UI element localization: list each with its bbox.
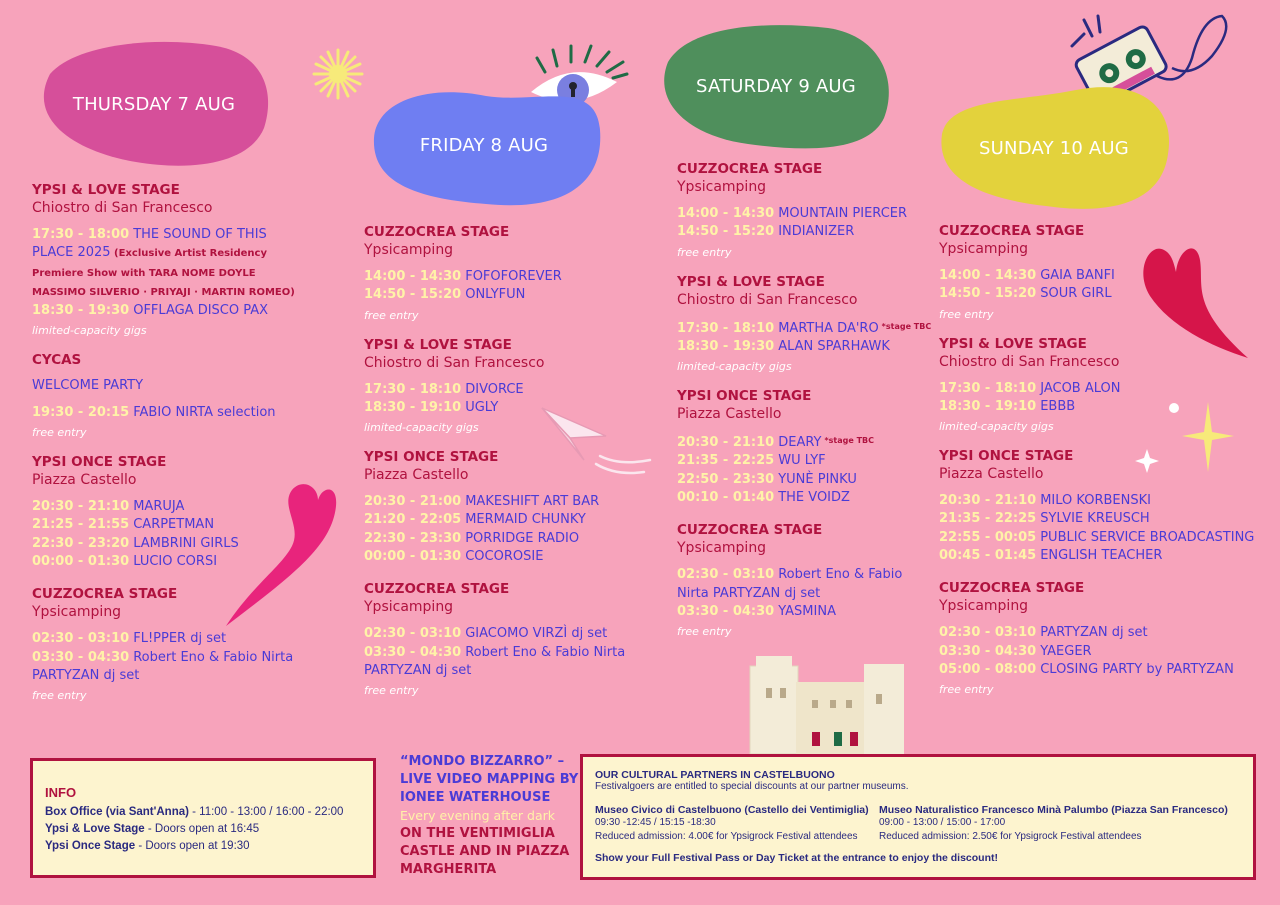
info-box bbox=[30, 758, 376, 878]
partners-box bbox=[580, 754, 1256, 880]
gig-row bbox=[364, 493, 644, 511]
gig-row bbox=[364, 286, 644, 304]
gig-time: 14:00 - 14:30 bbox=[364, 269, 462, 284]
gig-act: GAIA BANFI bbox=[1040, 268, 1115, 283]
gig-row bbox=[939, 547, 1269, 565]
day-header-saturday bbox=[658, 22, 894, 150]
stage-name: YPSI ONCE STAGE bbox=[939, 448, 1074, 465]
info-line-ypsi-once: Ypsi Once Stage - Doors open at 19:30 bbox=[45, 840, 250, 852]
gig-time: 05:00 - 08:00 bbox=[939, 661, 1037, 677]
gig-act: WU LYF bbox=[778, 453, 826, 469]
gig-time: 20:30 - 21:10 bbox=[939, 493, 1037, 509]
stage-block bbox=[677, 273, 937, 374]
gig-row bbox=[364, 511, 644, 529]
stage-note: limited-capacity gigs bbox=[677, 360, 792, 374]
gig-act: PARTYZAN dj set bbox=[1040, 625, 1148, 641]
gig-act: CLOSING PARTY by PARTYZAN bbox=[1040, 661, 1234, 677]
gig-act: Robert Eno & Fabio Nirta PARTYZAN dj set bbox=[32, 649, 294, 683]
gig-row bbox=[677, 318, 937, 338]
museum-naturalistico: Museo Naturalistico Francesco Minà Palumbo (Piazza San Francesco) 09:00 - 13:00 / 15:00 - 17:00 Reduced admission: 2.50€ for Ypsigrock Festival attendees bbox=[878, 804, 1228, 842]
gig-time: 17:30 - 18:10 bbox=[364, 381, 462, 397]
gig-act: GIACOMO VIRZÌ dj set bbox=[465, 626, 608, 642]
partners-subtitle: Festivalgoers are entitled to special discounts at our partner museums. bbox=[595, 781, 909, 792]
gig-act: Robert Eno & Fabio Nirta PARTYZAN dj set bbox=[364, 644, 626, 678]
partners-footer: Show your Full Festival Pass or Day Ticket at the entrance to enjoy the discount! bbox=[595, 852, 998, 864]
stage-note: free entry bbox=[939, 307, 994, 321]
gig-row bbox=[32, 377, 302, 395]
gig-row bbox=[364, 625, 644, 643]
day-column-sunday bbox=[939, 222, 1269, 710]
gig-act: DIVORCE bbox=[465, 381, 524, 397]
day-label-friday: FRIDAY 8 AUG bbox=[419, 134, 549, 156]
stage-block bbox=[364, 336, 644, 435]
gig-row bbox=[939, 624, 1269, 642]
day-header-friday bbox=[366, 82, 602, 208]
gig-time: 18:30 - 19:30 bbox=[32, 303, 130, 319]
gig-time: 00:00 - 01:30 bbox=[364, 549, 462, 565]
stage-location: Chiostro di San Francesco bbox=[32, 200, 213, 216]
stage-location: Ypsicamping bbox=[677, 540, 767, 557]
video-mapping-notice bbox=[400, 753, 580, 879]
stage-name: CUZZOCREA STAGE bbox=[677, 161, 823, 177]
gig-time: 22:55 - 00:05 bbox=[939, 529, 1037, 545]
gig-time: 20:30 - 21:00 bbox=[364, 494, 462, 510]
gig-row bbox=[677, 338, 937, 356]
mapping-when: Every evening after dark bbox=[400, 808, 556, 823]
stage-name: CUZZOCREA STAGE bbox=[677, 522, 823, 539]
stage-location: Piazza Castello bbox=[939, 466, 1044, 483]
gig-act: ENGLISH TEACHER bbox=[1040, 548, 1163, 564]
gig-act: LAMBRINI GIRLS bbox=[133, 535, 239, 551]
stage-note: limited-capacity gigs bbox=[939, 420, 1054, 434]
stage-note: limited-capacity gigs bbox=[32, 324, 147, 338]
gig-row bbox=[364, 530, 644, 548]
stage-location: Ypsicamping bbox=[939, 241, 1029, 257]
mapping-title: “MONDO BIZZARRO” – LIVE VIDEO MAPPING BY IONEE WATERHOUSE bbox=[400, 754, 579, 805]
stage-note: free entry bbox=[939, 683, 994, 697]
gig-time: 20:30 - 21:10 bbox=[677, 435, 775, 451]
gig-act: YUNÈ PINKU bbox=[778, 471, 857, 487]
stage-name: YPSI & LOVE STAGE bbox=[364, 336, 512, 353]
gig-row bbox=[677, 471, 937, 489]
gig-time: 22:50 - 23:30 bbox=[677, 471, 775, 487]
info-title: INFO bbox=[45, 785, 77, 800]
gig-row bbox=[939, 661, 1269, 679]
stage-location: Ypsicamping bbox=[939, 598, 1029, 615]
gig-row bbox=[32, 302, 302, 320]
gig-time: 22:30 - 23:20 bbox=[32, 535, 130, 551]
stage-block bbox=[939, 579, 1269, 696]
gig-tag: *stage TBC bbox=[824, 436, 875, 446]
stage-name: CUZZOCREA STAGE bbox=[32, 586, 178, 603]
gig-row bbox=[939, 267, 1269, 285]
stage-note: free entry bbox=[364, 308, 419, 322]
stage-note: free entry bbox=[32, 426, 87, 440]
stage-name: CUZZOCREA STAGE bbox=[939, 580, 1085, 597]
stage-name: YPSI & LOVE STAGE bbox=[32, 182, 180, 198]
day-header-sunday bbox=[936, 84, 1172, 212]
stage-note: free entry bbox=[677, 245, 732, 259]
gig-row bbox=[32, 516, 302, 534]
gig-row bbox=[677, 223, 937, 241]
stage-block bbox=[364, 448, 644, 566]
gig-act: JACOB ALON bbox=[1040, 380, 1121, 396]
gig-row bbox=[939, 380, 1269, 398]
stage-name: YPSI ONCE STAGE bbox=[364, 449, 499, 466]
gig-time: 02:30 - 03:10 bbox=[677, 567, 775, 583]
stage-name: YPSI ONCE STAGE bbox=[677, 388, 812, 405]
gig-act: DEARY bbox=[778, 435, 822, 451]
gig-row bbox=[677, 566, 937, 603]
gig-time: 19:30 - 20:15 bbox=[32, 404, 130, 420]
gig-act: INDIANIZER bbox=[778, 224, 855, 240]
stage-block bbox=[939, 222, 1269, 321]
gig-time: 18:30 - 19:30 bbox=[677, 338, 775, 354]
gig-row bbox=[32, 498, 302, 516]
gig-act: COCOROSIE bbox=[465, 549, 544, 565]
stage-location: Ypsicamping bbox=[364, 599, 454, 616]
gig-row bbox=[939, 510, 1269, 528]
gig-act: MARTHA DA'RO bbox=[778, 320, 879, 336]
stage-location: Chiostro di San Francesco bbox=[364, 354, 545, 371]
gig-row bbox=[677, 603, 937, 621]
stage-name: YPSI & LOVE STAGE bbox=[939, 335, 1087, 352]
gig-row bbox=[32, 553, 302, 571]
gig-time: 02:30 - 03:10 bbox=[32, 631, 130, 647]
gig-act: WELCOME PARTY bbox=[32, 378, 144, 394]
gig-subtitle: (Exclusive Artist Residency Premiere Show with TARA NOME DOYLE MASSIMO SILVERIO · PRIYAJI · MARTIN ROMEO) bbox=[32, 248, 295, 298]
gig-act: UGLY bbox=[465, 399, 499, 415]
gig-row bbox=[677, 432, 937, 452]
gig-time: 20:30 - 21:10 bbox=[32, 499, 130, 515]
gig-time: 00:45 - 01:45 bbox=[939, 548, 1037, 564]
stage-note: free entry bbox=[364, 684, 419, 698]
gig-time: 02:30 - 03:10 bbox=[364, 626, 462, 642]
gig-time: 14:00 - 14:30 bbox=[939, 268, 1037, 283]
gig-time: 14:50 - 15:20 bbox=[677, 224, 775, 240]
gig-time: 18:30 - 19:10 bbox=[364, 399, 462, 415]
gig-row bbox=[32, 404, 302, 422]
stage-location: Chiostro di San Francesco bbox=[939, 353, 1120, 370]
gig-row bbox=[939, 398, 1269, 416]
gig-time: 03:30 - 04:30 bbox=[32, 649, 130, 665]
gig-time: 02:30 - 03:10 bbox=[939, 625, 1037, 641]
stage-block bbox=[677, 521, 937, 638]
stage-location: Piazza Castello bbox=[32, 472, 137, 489]
gig-row bbox=[677, 489, 937, 507]
stage-block bbox=[939, 335, 1269, 434]
stage-name: CUZZOCREA STAGE bbox=[939, 223, 1085, 239]
gig-time: 22:30 - 23:30 bbox=[364, 530, 462, 546]
gig-row bbox=[364, 268, 644, 286]
gig-act: YAEGER bbox=[1040, 643, 1092, 659]
gig-time: 17:30 - 18:10 bbox=[939, 380, 1037, 396]
gig-act: FABIO NIRTA selection bbox=[133, 404, 276, 420]
gig-time: 03:30 - 04:30 bbox=[677, 603, 775, 619]
gig-time: 21:35 - 22:25 bbox=[939, 511, 1037, 527]
info-line-ypsi-love: Ypsi & Love Stage - Doors open at 16:45 bbox=[45, 823, 260, 835]
gig-act: LUCIO CORSI bbox=[133, 553, 218, 569]
stage-location: Piazza Castello bbox=[364, 467, 469, 484]
stage-name: CYCAS bbox=[32, 352, 82, 369]
gig-act: THE VOIDZ bbox=[778, 490, 850, 506]
mapping-where: ON THE VENTIMIGLIA CASTLE AND IN PIAZZA MARGHERITA bbox=[400, 826, 570, 877]
gig-row bbox=[677, 452, 937, 470]
stage-block bbox=[32, 453, 302, 571]
gig-act: FL!PPER dj set bbox=[133, 631, 227, 647]
day-column-saturday bbox=[677, 160, 937, 652]
gig-time: 17:30 - 18:10 bbox=[677, 320, 775, 336]
stage-location: Ypsicamping bbox=[32, 604, 122, 621]
gig-time: 03:30 - 04:30 bbox=[364, 644, 462, 660]
gig-act: CARPETMAN bbox=[133, 517, 215, 533]
day-label-saturday: SATURDAY 9 AUG bbox=[696, 75, 856, 97]
partners-title: OUR CULTURAL PARTNERS IN CASTELBUONO bbox=[595, 769, 835, 781]
gig-time: 14:50 - 15:20 bbox=[364, 287, 462, 303]
gig-row bbox=[32, 226, 302, 302]
stage-note: free entry bbox=[32, 689, 87, 703]
gig-row bbox=[364, 399, 644, 417]
day-label-sunday: SUNDAY 10 AUG bbox=[979, 137, 1129, 159]
stage-location: Chiostro di San Francesco bbox=[677, 291, 858, 308]
gig-time: 18:30 - 19:10 bbox=[939, 398, 1037, 414]
gig-time: 21:20 - 22:05 bbox=[364, 512, 462, 528]
gig-act: SYLVIE KREUSCH bbox=[1040, 511, 1150, 527]
day-column-thursday bbox=[32, 181, 302, 716]
castle-icon bbox=[746, 648, 908, 754]
stage-block bbox=[32, 351, 302, 439]
stage-block bbox=[677, 387, 937, 507]
info-line-box-office: Box Office (via Sant'Anna) - 11:00 - 13:00 / 16:00 - 22:00 bbox=[45, 806, 344, 818]
stage-block bbox=[677, 160, 937, 259]
stage-name: CUZZOCREA STAGE bbox=[364, 224, 510, 240]
stage-location: Ypsicamping bbox=[364, 242, 454, 258]
gig-row bbox=[939, 529, 1269, 547]
stage-location: Piazza Castello bbox=[677, 406, 782, 423]
museum-civico: Museo Civico di Castelbuono (Castello dei Ventimiglia) 09:30 -12:45 / 15:15 -18:30 Reduced admission: 4.00€ for Ypsigrock Festival attendees bbox=[595, 804, 869, 842]
gig-act: MERMAID CHUNKY bbox=[465, 512, 586, 528]
stage-block bbox=[939, 447, 1269, 565]
gig-act: SOUR GIRL bbox=[1040, 286, 1112, 302]
gig-time: 00:00 - 01:30 bbox=[32, 553, 130, 569]
stage-block bbox=[32, 585, 302, 702]
gig-time: 03:30 - 04:30 bbox=[939, 643, 1037, 659]
gig-row bbox=[32, 649, 302, 686]
gig-time: 14:50 - 15:20 bbox=[939, 286, 1037, 302]
gig-act: MOUNTAIN PIERCER bbox=[778, 206, 908, 221]
gig-row bbox=[364, 644, 644, 681]
gig-act: Robert Eno & Fabio Nirta PARTYZAN dj set bbox=[677, 567, 903, 601]
gig-act: MAKESHIFT ART BAR bbox=[465, 494, 600, 510]
gig-time: 21:35 - 22:25 bbox=[677, 453, 775, 469]
gig-row bbox=[939, 492, 1269, 510]
gig-act: PORRIDGE RADIO bbox=[465, 530, 580, 546]
stage-block bbox=[364, 223, 644, 322]
gig-row bbox=[677, 205, 937, 223]
gig-time: 17:30 - 18:00 bbox=[32, 227, 130, 242]
gig-act: MILO KORBENSKI bbox=[1040, 493, 1151, 509]
gig-tag: *stage TBC bbox=[881, 321, 932, 331]
gig-row bbox=[32, 630, 302, 648]
day-column-friday bbox=[364, 223, 644, 711]
gig-row bbox=[939, 285, 1269, 303]
gig-act: PUBLIC SERVICE BROADCASTING bbox=[1040, 529, 1255, 545]
gig-time: 14:00 - 14:30 bbox=[677, 206, 775, 221]
stage-name: CUZZOCREA STAGE bbox=[364, 581, 510, 598]
day-label-thursday: THURSDAY 7 AUG bbox=[72, 93, 236, 115]
gig-act: ALAN SPARHAWK bbox=[778, 338, 890, 354]
stage-note: limited-capacity gigs bbox=[364, 421, 479, 435]
gig-act: YASMINA bbox=[778, 603, 836, 619]
gig-time: 21:25 - 21:55 bbox=[32, 517, 130, 533]
gig-row bbox=[364, 548, 644, 566]
gig-act: ONLYFUN bbox=[465, 287, 526, 303]
gig-act: MARUJA bbox=[133, 499, 185, 515]
gig-row bbox=[364, 381, 644, 399]
stage-location: Ypsicamping bbox=[677, 179, 767, 195]
stage-name: YPSI & LOVE STAGE bbox=[677, 273, 825, 290]
gig-row bbox=[939, 643, 1269, 661]
gig-row bbox=[32, 535, 302, 553]
gig-act: EBBB bbox=[1040, 398, 1076, 414]
gig-act: OFFLAGA DISCO PAX bbox=[133, 303, 269, 319]
stage-block bbox=[364, 580, 644, 697]
day-header-thursday bbox=[36, 40, 272, 168]
gig-act: THE SOUND OF THIS PLACE 2025 bbox=[32, 227, 267, 261]
stage-name: YPSI ONCE STAGE bbox=[32, 454, 167, 471]
stage-note: free entry bbox=[677, 625, 732, 639]
gig-time: 00:10 - 01:40 bbox=[677, 490, 775, 506]
stage-block bbox=[32, 181, 302, 337]
sun-icon bbox=[312, 48, 364, 100]
gig-act: FOFOFOREVER bbox=[465, 269, 562, 284]
